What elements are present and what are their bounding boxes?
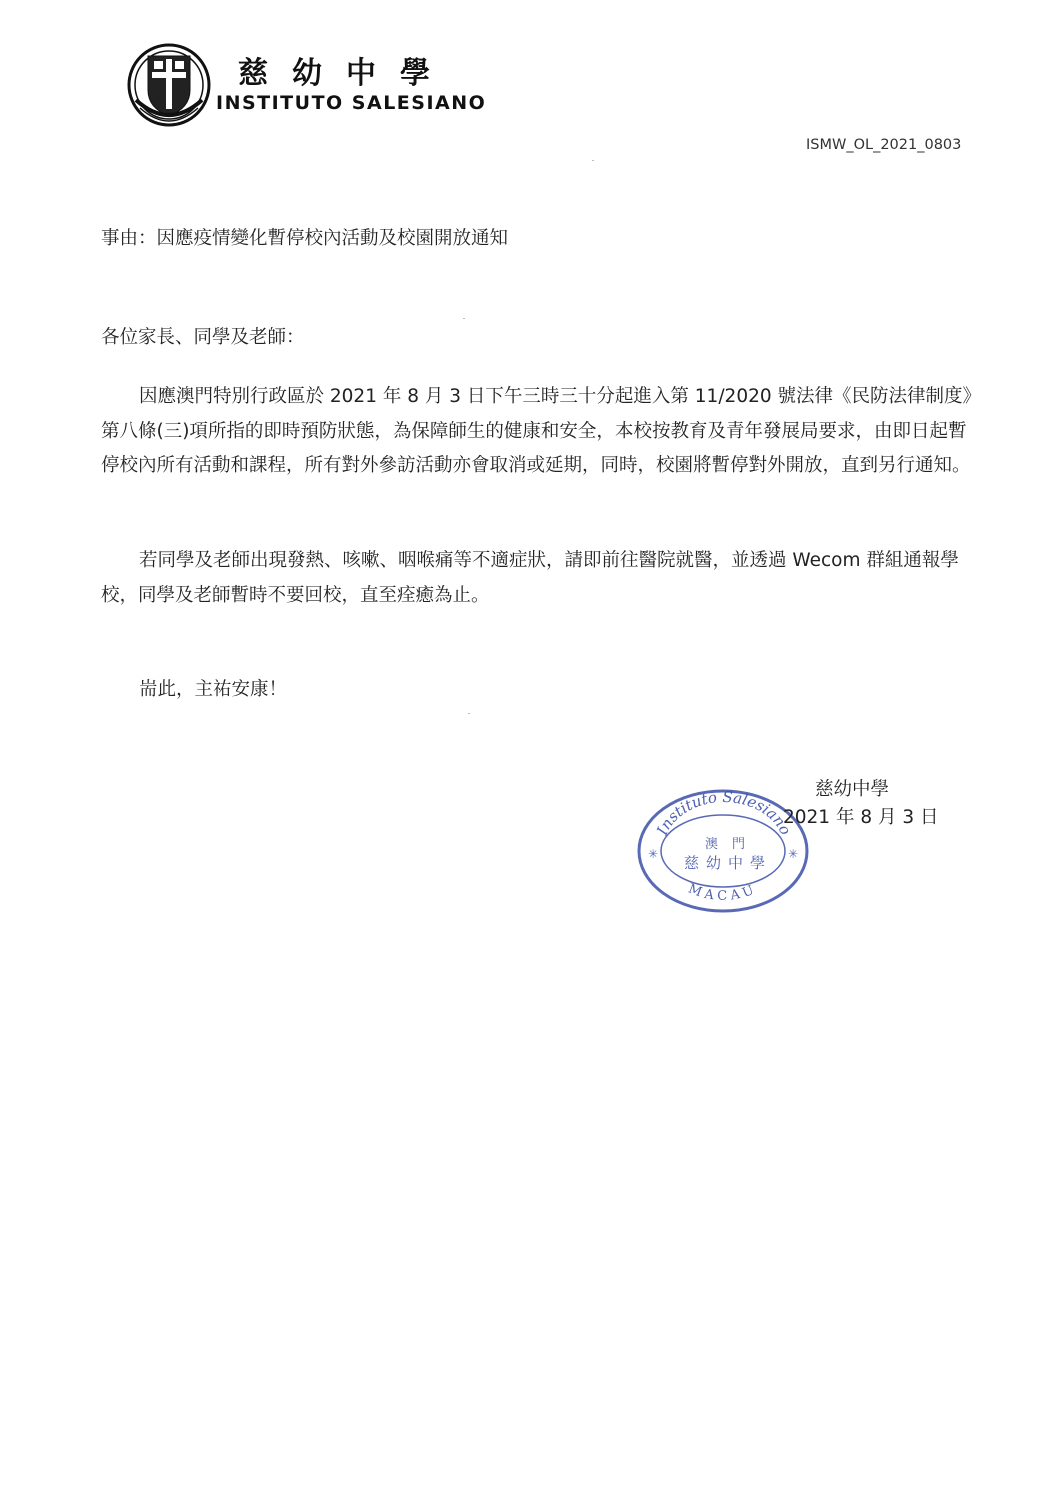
svg-text:Instituto Salesiano: [653, 788, 795, 839]
scan-speck: [468, 713, 470, 714]
stamp-bottom-text: MACAU: [686, 881, 760, 904]
letter-closing: 耑此，主祐安康！: [139, 679, 288, 700]
body-paragraph-2: 若同學及老師出現發熱、咳嗽、咽喉痛等不適症狀，請即前往醫院就醫，並透過 Wecom 群組通報學校，同學及老師暫時不要回校，直至痊癒為止。: [101, 550, 959, 606]
stamp-top-text: Instituto Salesiano: [653, 787, 795, 838]
stamp-sub-text: 澳門: [704, 837, 760, 852]
letter-salutation: 各位家長、同學及老師：: [101, 327, 305, 348]
scan-speck: [592, 160, 594, 161]
stamp-star-left-icon: ✳: [648, 847, 659, 861]
scan-speck: [463, 318, 465, 319]
school-name-chinese: 慈幼中學: [238, 56, 454, 91]
svg-text:MACAU: [686, 881, 760, 903]
school-crest-icon: [126, 42, 212, 128]
school-name-english: INSTITUTO SALESIANO: [216, 92, 487, 114]
body-paragraph-1: 因應澳門特別行政區於 2021 年 8 月 3 日下午三時三十分起進入第 11/2020 號法律《民防法律制度》第八條(三)項所指的即時預防狀態，為保障師生的健康和安全，本校按教育及青年發展局要求，由即日起暫停校內所有活動和課程，所有對外參訪活動亦會取消或延期，同時，校園將暫停對外開放，直到另行通知。: [101, 386, 972, 476]
stamp-center-text: 慈幼中學: [683, 854, 773, 872]
reference-number: ISMW_OL_2021_0803: [806, 137, 962, 153]
signature-school: 慈幼中學: [815, 779, 890, 800]
stamp-star-right-icon: ✳: [788, 847, 799, 861]
signature-date: 2021 年 8 月 3 日: [783, 807, 939, 828]
letter-subject: 事由：因應疫情變化暫停校內活動及校園開放通知: [101, 228, 509, 249]
